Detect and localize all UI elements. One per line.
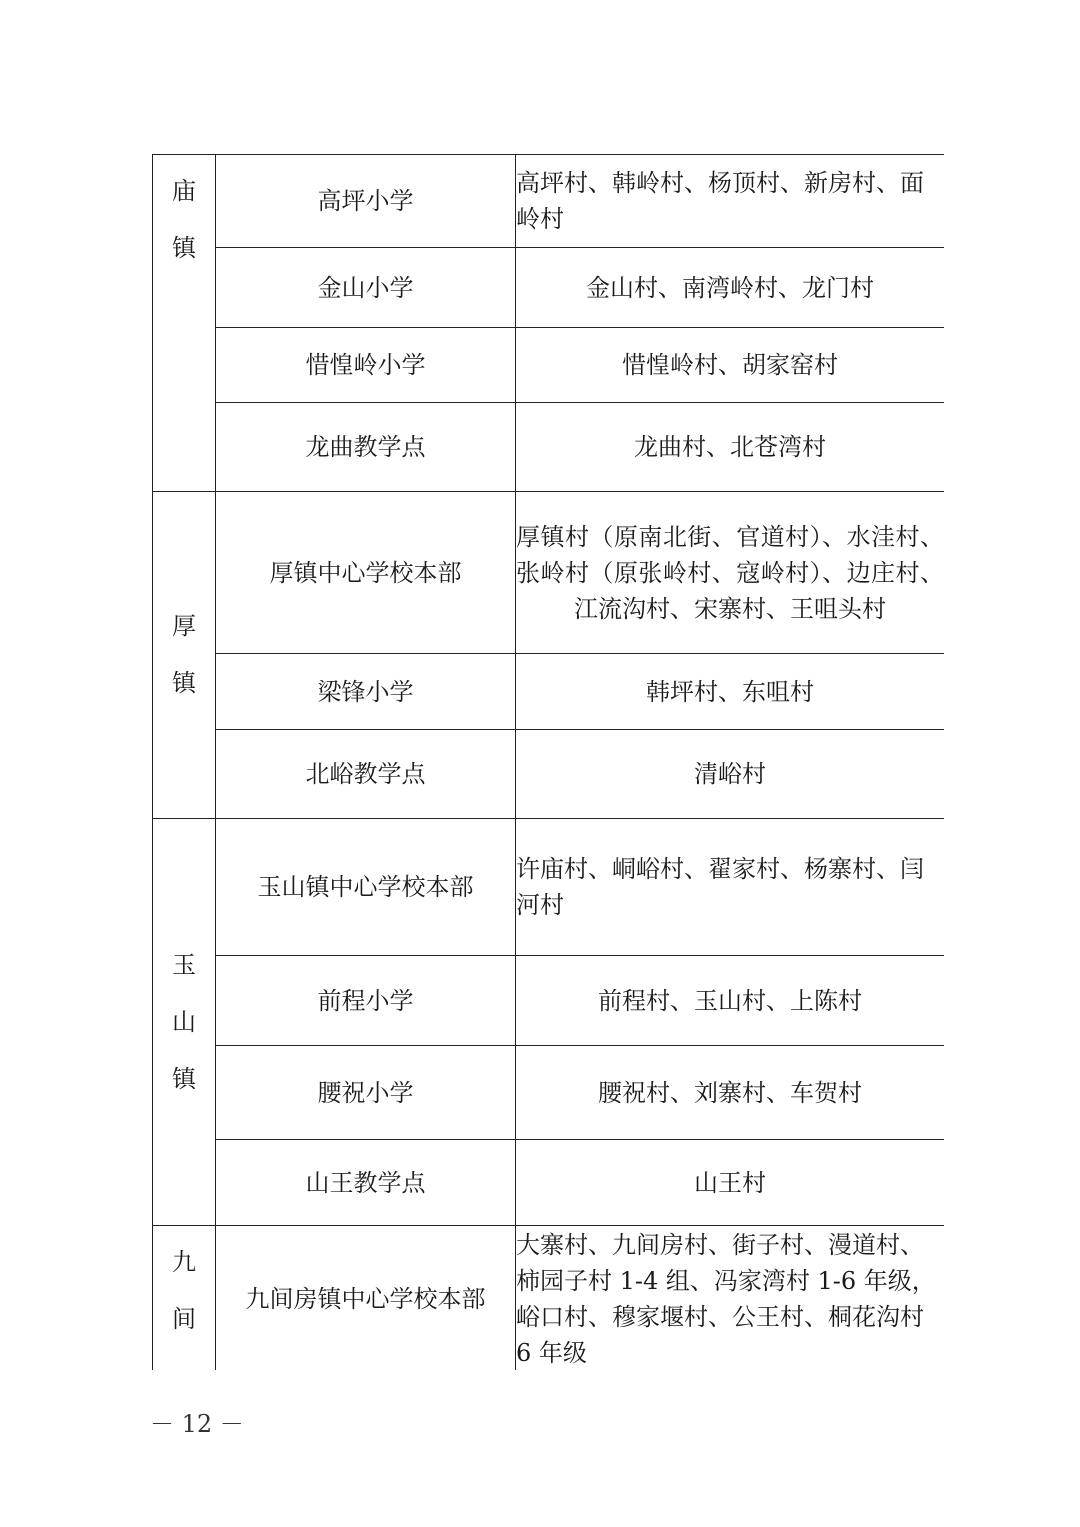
town-char: 厚 <box>172 612 196 640</box>
villages-cell: 厚镇村（原南北街、官道村）、水洼村、张岭村（原张岭村、寇岭村）、边庄村、江流沟村、宋寨村、王咀头村 <box>516 492 945 654</box>
villages-cell: 腰祝村、刘寨村、车贺村 <box>516 1046 945 1140</box>
table-row <box>153 956 945 1046</box>
table-row <box>153 492 945 654</box>
table-row <box>153 654 945 730</box>
table-row <box>153 403 945 492</box>
villages-cell: 前程村、玉山村、上陈村 <box>516 956 945 1046</box>
school-cell: 惜惶岭小学 <box>216 328 516 403</box>
table-row <box>153 730 945 819</box>
villages-cell: 高坪村、韩岭村、杨顶村、新房村、面岭村 <box>516 155 945 248</box>
villages-cell: 龙曲村、北苍湾村 <box>516 403 945 492</box>
table-row <box>153 1140 945 1226</box>
school-cell: 玉山镇中心学校本部 <box>216 819 516 956</box>
school-cell: 金山小学 <box>216 248 516 328</box>
table-row <box>153 248 945 328</box>
school-cell: 九间房镇中心学校本部 <box>216 1226 516 1371</box>
villages-cell: 清峪村 <box>516 730 945 819</box>
school-cell: 龙曲教学点 <box>216 403 516 492</box>
villages-cell: 惜惶岭村、胡家窑村 <box>516 328 945 403</box>
town-char: 庙 <box>172 177 196 205</box>
town-cell <box>153 819 216 1226</box>
table-frame <box>152 154 944 1370</box>
school-cell: 北峪教学点 <box>216 730 516 819</box>
school-district-table <box>152 154 944 1370</box>
school-cell: 前程小学 <box>216 956 516 1046</box>
town-char: 山 <box>172 1007 196 1036</box>
page-number: － 12 － <box>150 1410 244 1438</box>
table-row <box>153 1046 945 1140</box>
town-cell <box>153 155 216 492</box>
town-char: 九 <box>172 1248 196 1276</box>
villages-cell: 许庙村、峒峪村、翟家村、杨寨村、闫河村 <box>516 819 945 956</box>
school-cell: 厚镇中心学校本部 <box>216 492 516 654</box>
town-cell <box>153 1226 216 1371</box>
table-row <box>153 328 945 403</box>
school-cell: 梁锋小学 <box>216 654 516 730</box>
villages-cell: 大寨村、九间房村、街子村、漫道村、柿园子村 1-4 组、冯家湾村 1-6 年级，峪口村、穆家堰村、公王村、桐花沟村 6 年级 <box>516 1226 945 1371</box>
table-row <box>153 819 945 956</box>
town-char: 玉 <box>172 950 196 979</box>
school-cell: 山王教学点 <box>216 1140 516 1226</box>
town-char: 镇 <box>172 669 196 697</box>
table-row <box>153 155 945 248</box>
town-char: 镇 <box>172 234 196 262</box>
school-cell: 腰祝小学 <box>216 1046 516 1140</box>
school-cell: 高坪小学 <box>216 155 516 248</box>
town-cell <box>153 492 216 819</box>
villages-cell: 金山村、南湾岭村、龙门村 <box>516 248 945 328</box>
town-char: 间 <box>172 1305 196 1333</box>
town-char: 镇 <box>172 1064 196 1093</box>
villages-cell: 山王村 <box>516 1140 945 1226</box>
table-row <box>153 1226 945 1371</box>
villages-cell: 韩坪村、东咀村 <box>516 654 945 730</box>
